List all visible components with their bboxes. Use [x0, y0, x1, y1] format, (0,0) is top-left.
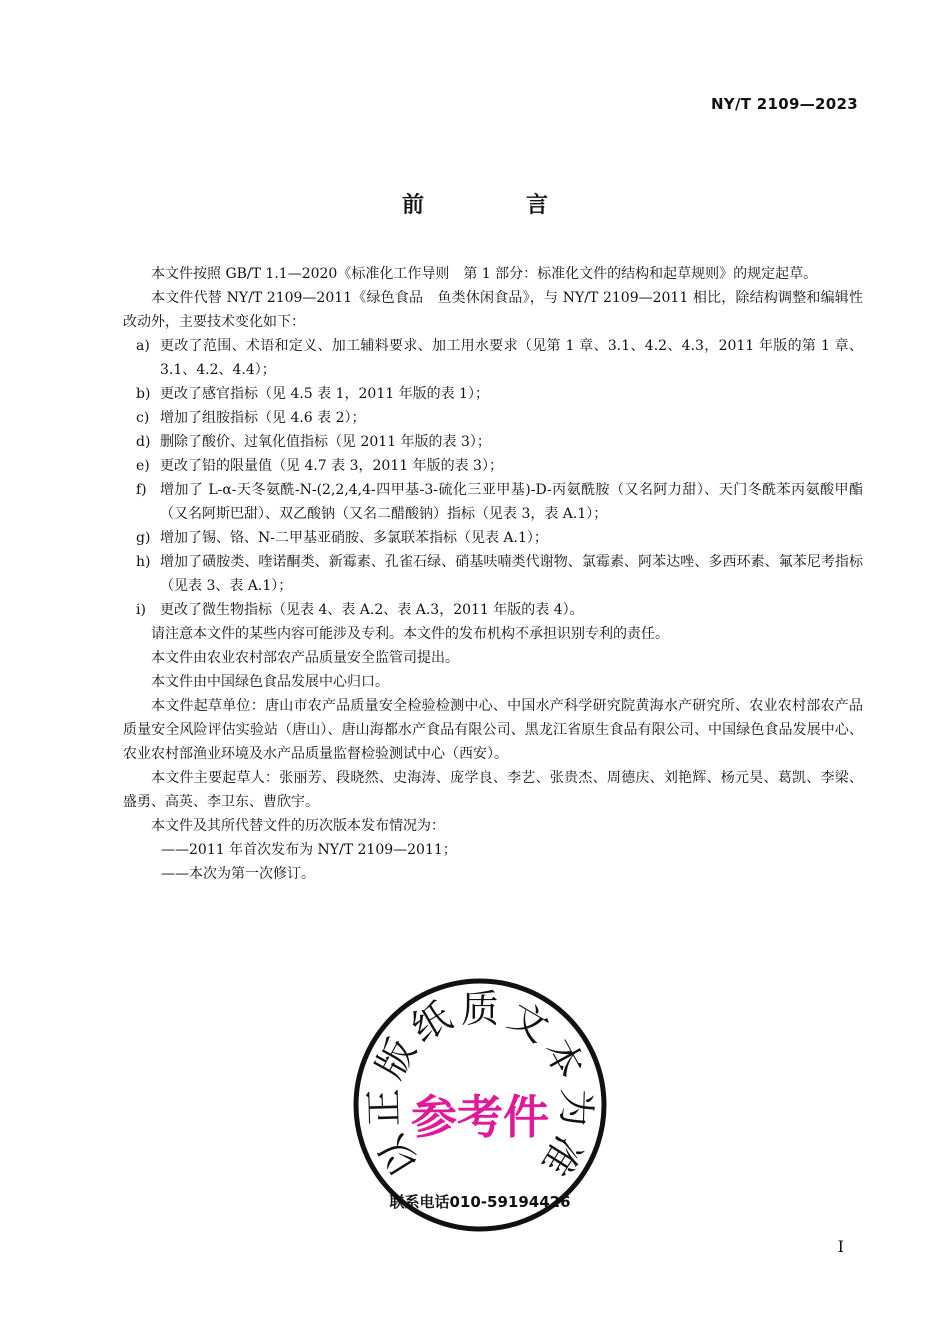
list-item	[123, 478, 863, 526]
list-item	[123, 430, 863, 454]
paragraph: 本文件按照 GB/T 1.1—2020《标准化工作导则 第 1 部分：标准化文件的结构和起草规则》的规定起草。	[151, 266, 818, 282]
paragraph: 请注意本文件的某些内容可能涉及专利。本文件的发布机构不承担识别专利的责任。	[151, 626, 669, 642]
stamp-arc-char: 纸	[403, 993, 459, 1051]
list-item	[123, 526, 863, 550]
list-item-text: 更改了范围、术语和定义、加工辅料要求、加工用水要求（见第 1 章、3.1、4.2、4.3，2011 年版的第 1 章、3.1、4.2、4.4）；	[160, 338, 863, 378]
stamp-arc-char: 版	[367, 1031, 425, 1086]
paragraph: 本文件代替 NY/T 2109—2011《绿色食品 鱼类休闲食品》，与 NY/T 2109—2011 相比，除结构调整和编辑性改动外，主要技术变化如下：	[123, 290, 863, 330]
list-marker: i)	[136, 602, 146, 618]
list-item-text: 删除了酸价、过氧化值指标（见 2011 年版的表 3）；	[160, 434, 491, 450]
list-item-text: 更改了感官指标（见 4.5 表 1，2011 年版的表 1）；	[160, 386, 489, 402]
list-item-text: 增加了锡、铬、N-二甲基亚硝胺、多氯联苯指标（见表 A.1）；	[160, 530, 548, 546]
list-item	[123, 550, 863, 598]
stamp-arc-char: 本	[535, 1031, 593, 1086]
paragraph: 本文件主要起草人：张丽芳、段晓然、史海涛、庞学良、李艺、张贵杰、周德庆、刘艳辉、杨元昊、葛凯、李梁、盛勇、高英、李卫东、曹欣宇。	[123, 770, 863, 810]
list-item	[123, 598, 863, 622]
stamp-arc-char: 为	[553, 1087, 599, 1128]
list-marker: d)	[136, 434, 151, 450]
history-item: ——2011 年首次发布为 NY/T 2109—2011；	[161, 842, 457, 858]
stamp-arc-char: 以	[369, 1128, 428, 1184]
stamp-center-text: 参考件	[411, 1090, 549, 1144]
reference-stamp	[350, 975, 610, 1235]
stamp-arc-char: 文	[501, 993, 557, 1051]
list-marker: f)	[136, 482, 147, 498]
stamp-arc-char: 正	[361, 1087, 407, 1128]
list-marker: b)	[136, 386, 151, 402]
list-item-text: 增加了 L-α-天冬氨酰-N-(2,2,4,4-四甲基-3-硫化三亚甲基)-D-丙氨酰胺（又名阿力甜）、天门冬酰苯丙氨酸甲酯（又名阿斯巴甜）、双乙酸钠（又名二醋酸钠）指标（见表 3，表 A.1）；	[160, 482, 863, 522]
stamp-arc-char: 质	[460, 987, 500, 1031]
list-item-text: 增加了组胺指标（见 4.6 表 2）；	[160, 410, 366, 426]
stamp-arc-char: 准	[532, 1128, 591, 1184]
list-item-text: 增加了磺胺类、喹诺酮类、新霉素、孔雀石绿、硝基呋喃类代谢物、氯霉素、阿苯达唑、多西环素、氟苯尼考指标（见表 3、表 A.1）；	[160, 554, 863, 594]
list-item	[123, 382, 863, 406]
list-item	[123, 454, 863, 478]
paragraph: 本文件由中国绿色食品发展中心归口。	[151, 674, 389, 690]
paragraph: 本文件起草单位：唐山市农产品质量安全检验检测中心、中国水产科学研究院黄海水产研究所、农业农村部农产品质量安全风险评估实验站（唐山）、唐山海都水产食品有限公司、黑龙江省原生食品有限公司、中国绿色食品发展中心、农业农村部渔业环境及水产品质量监督检验测试中心（西安）。	[123, 698, 863, 762]
list-marker: g)	[136, 530, 151, 546]
paragraph: 本文件由农业农村部农产品质量安全监管司提出。	[151, 650, 459, 666]
list-marker: c)	[136, 410, 150, 426]
stamp-phone: 联系电话010-59194426	[389, 1193, 571, 1211]
list-item	[123, 334, 863, 382]
history-item: ——本次为第一次修订。	[161, 866, 315, 882]
standard-code: NY/T 2109—2023	[710, 95, 858, 113]
foreword-body	[123, 262, 863, 886]
page-title: 前 言	[401, 193, 588, 218]
list-item	[123, 406, 863, 430]
list-item-text: 更改了铅的限量值（见 4.7 表 3，2011 年版的表 3）；	[160, 458, 503, 474]
list-marker: e)	[136, 458, 150, 474]
paragraph: 本文件及其所代替文件的历次版本发布情况为：	[151, 818, 445, 834]
list-item-text: 更改了微生物指标（见表 4、表 A.2、表 A.3，2011 年版的表 4）。	[160, 602, 584, 618]
list-marker: a)	[136, 338, 150, 354]
page-number: I	[837, 1237, 844, 1256]
list-marker: h)	[136, 554, 151, 570]
